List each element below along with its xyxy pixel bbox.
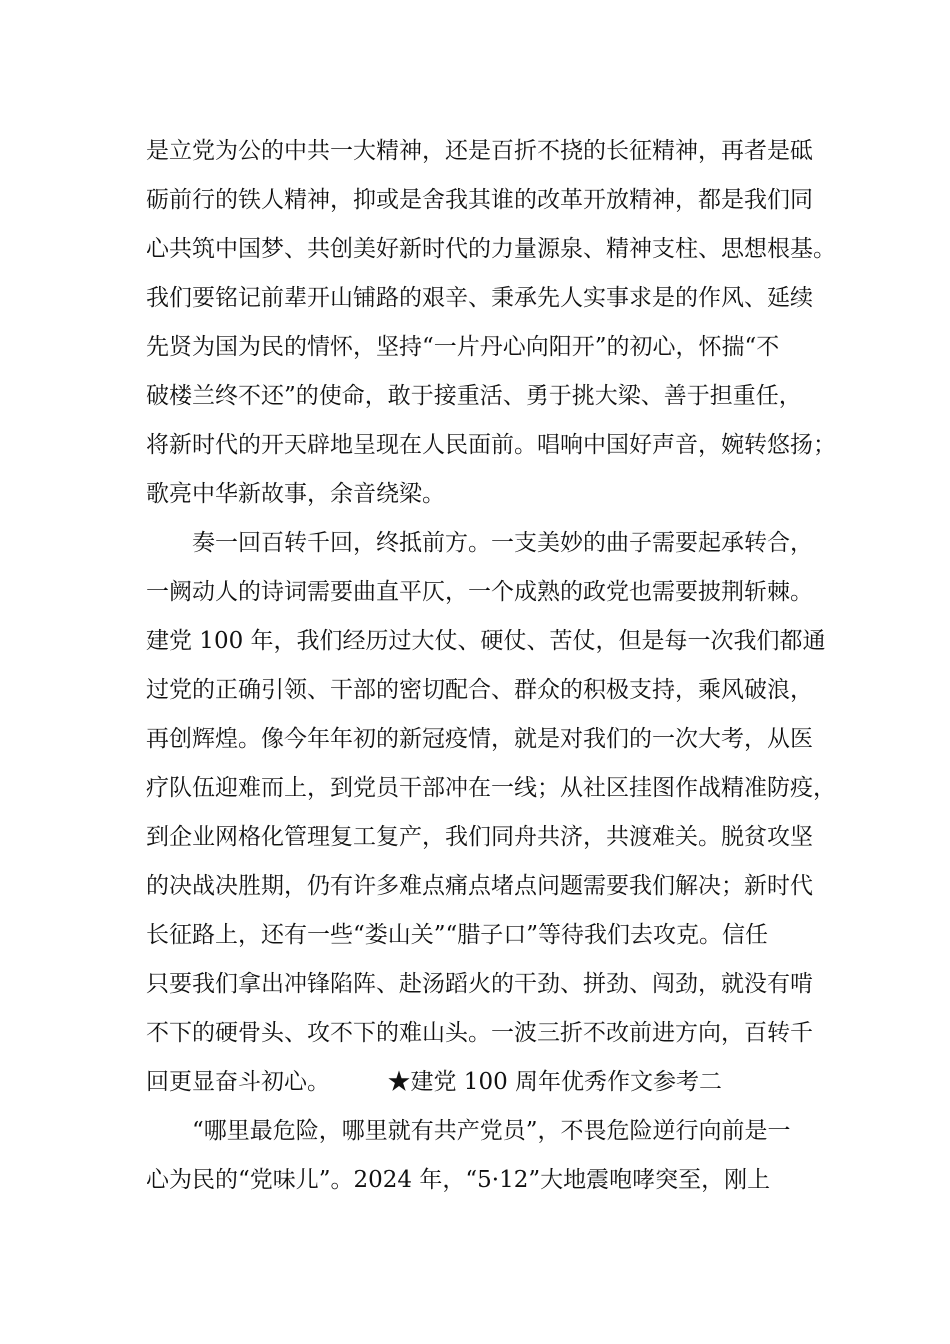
text-line: 长征路上，还有一些“娄山关”“腊子口”等待我们去攻克。信任 xyxy=(146,922,769,948)
text-line: 先贤为国为民的情怀，坚持“一片丹心向阳开”的初心，怀揣“不 xyxy=(146,334,780,360)
text-line: 歌亮中华新故事，余音绕梁。 xyxy=(146,481,445,507)
text-line: 一阙动人的诗词需要曲直平仄，一个成熟的政党也需要披荆斩棘。 xyxy=(146,579,813,605)
text-line: 建党 100 年，我们经历过大仗、硬仗、苦仗，但是每一次我们都通 xyxy=(146,628,826,654)
text-line: 到企业网格化管理复工复产，我们同舟共济，共渡难关。脱贫攻坚 xyxy=(146,824,813,850)
text-line: 心共筑中国梦、共创美好新时代的力量源泉、精神支柱、思想根基。 xyxy=(146,236,836,262)
text-line: 疗队伍迎难而上，到党员干部冲在一线；从社区挂图作战精准防疫， xyxy=(146,775,836,801)
text-line: “哪里最危险，哪里就有共产党员”，不畏危险逆行向前是一 xyxy=(146,1118,791,1144)
text-line: 是立党为公的中共一大精神，还是百折不挠的长征精神，再者是砥 xyxy=(146,138,813,164)
text-line: 将新时代的开天辟地呈现在人民面前。唱响中国好声音，婉转悠扬； xyxy=(146,432,836,458)
text-line: 心为民的“党味儿”。2024 年，“5·12”大地震咆哮突至，刚上 xyxy=(146,1167,771,1193)
text-line: 破楼兰终不还”的使命，敢于接重活、勇于挑大梁、善于担重任， xyxy=(146,383,802,409)
text-line: 只要我们拿出冲锋陷阵、赴汤蹈火的干劲、拼劲、闯劲，就没有啃 xyxy=(146,971,813,997)
text-line: 不下的硬骨头、攻不下的难山头。一波三折不改前进方向，百转千 xyxy=(146,1020,813,1046)
text-line: 奏一回百转千回，终抵前方。一支美妙的曲子需要起承转合， xyxy=(146,530,813,556)
text-line: 砺前行的铁人精神，抑或是舍我其谁的改革开放精神，都是我们同 xyxy=(146,187,813,213)
text-line: 回更显奋斗初心。 ★建党 100 周年优秀作文参考二 xyxy=(146,1069,723,1095)
text-line: 再创辉煌。像今年年初的新冠疫情，就是对我们的一次大考，从医 xyxy=(146,726,813,752)
text-line: 我们要铭记前辈开山铺路的艰辛、秉承先人实事求是的作风、延续 xyxy=(146,285,813,311)
text-line: 过党的正确引领、干部的密切配合、群众的积极支持，乘风破浪， xyxy=(146,677,813,703)
text-line: 的决战决胜期，仍有许多难点痛点堵点问题需要我们解决；新时代 xyxy=(146,873,813,899)
